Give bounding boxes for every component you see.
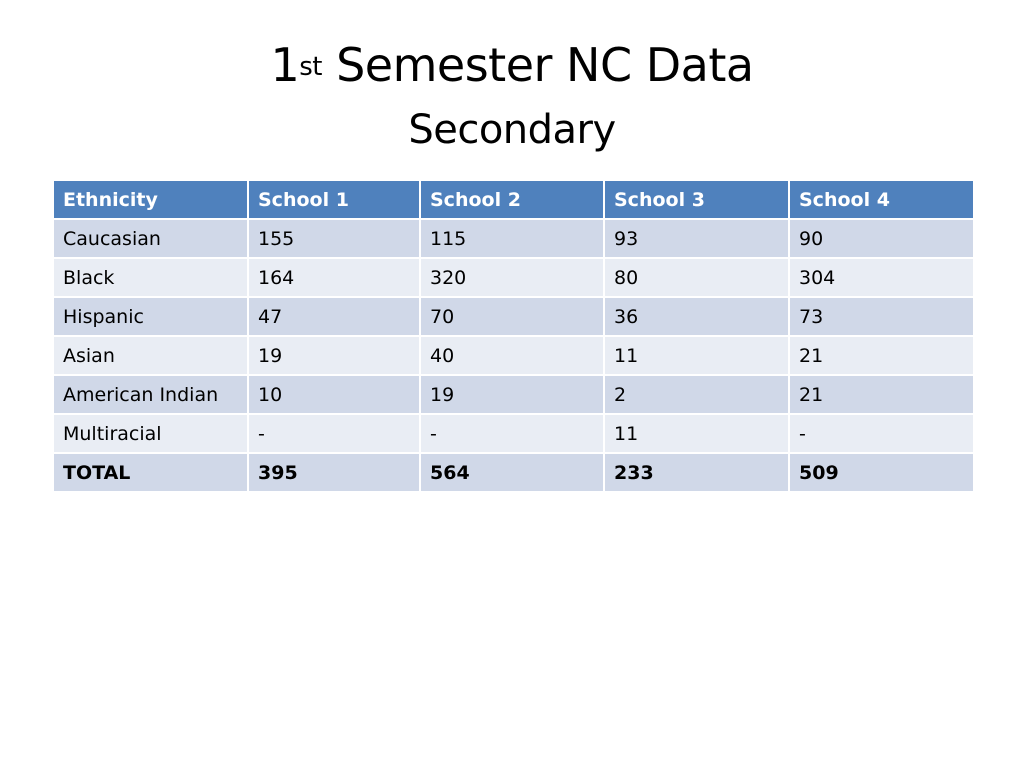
row-label: Caucasian	[53, 219, 248, 258]
header-school-2: School 2	[420, 180, 604, 219]
table-cell: 164	[248, 258, 420, 297]
slide-title	[0, 38, 1024, 92]
total-row	[53, 453, 974, 492]
table-cell: 2	[604, 375, 789, 414]
table-cell: 10	[248, 375, 420, 414]
title-ordinal: 1	[270, 38, 300, 92]
header-school-1: School 1	[248, 180, 420, 219]
table-cell: 21	[789, 375, 974, 414]
row-label: Asian	[53, 336, 248, 375]
table-row	[53, 375, 974, 414]
table-row	[53, 219, 974, 258]
table-cell: 320	[420, 258, 604, 297]
table-row	[53, 336, 974, 375]
total-cell: 509	[789, 453, 974, 492]
table-cell: 36	[604, 297, 789, 336]
table-cell: 40	[420, 336, 604, 375]
ethnicity-data-table	[52, 179, 975, 493]
total-cell: 233	[604, 453, 789, 492]
table-cell: 21	[789, 336, 974, 375]
table-cell: 73	[789, 297, 974, 336]
table-cell: 19	[420, 375, 604, 414]
header-school-3: School 3	[604, 180, 789, 219]
table-cell: 11	[604, 414, 789, 453]
header-ethnicity: Ethnicity	[53, 180, 248, 219]
table-cell: -	[248, 414, 420, 453]
header-school-4: School 4	[789, 180, 974, 219]
slide-subtitle: Secondary	[408, 107, 616, 153]
table-cell: 90	[789, 219, 974, 258]
row-label: American Indian	[53, 375, 248, 414]
table-cell: 93	[604, 219, 789, 258]
table-cell: 155	[248, 219, 420, 258]
table-cell: 19	[248, 336, 420, 375]
table-cell: 80	[604, 258, 789, 297]
table-row	[53, 258, 974, 297]
total-cell: 395	[248, 453, 420, 492]
title-ordinal-suffix: st	[299, 52, 322, 82]
table-cell: 70	[420, 297, 604, 336]
table-row	[53, 414, 974, 453]
title-text: Semester NC Data	[321, 38, 754, 92]
total-label: TOTAL	[53, 453, 248, 492]
table-cell: 115	[420, 219, 604, 258]
table-cell: 304	[789, 258, 974, 297]
table-cell: -	[420, 414, 604, 453]
table-cell: 11	[604, 336, 789, 375]
row-label: Multiracial	[53, 414, 248, 453]
row-label: Hispanic	[53, 297, 248, 336]
table-header-row	[53, 180, 974, 219]
total-cell: 564	[420, 453, 604, 492]
table-cell: -	[789, 414, 974, 453]
row-label: Black	[53, 258, 248, 297]
table-cell: 47	[248, 297, 420, 336]
table-row	[53, 297, 974, 336]
